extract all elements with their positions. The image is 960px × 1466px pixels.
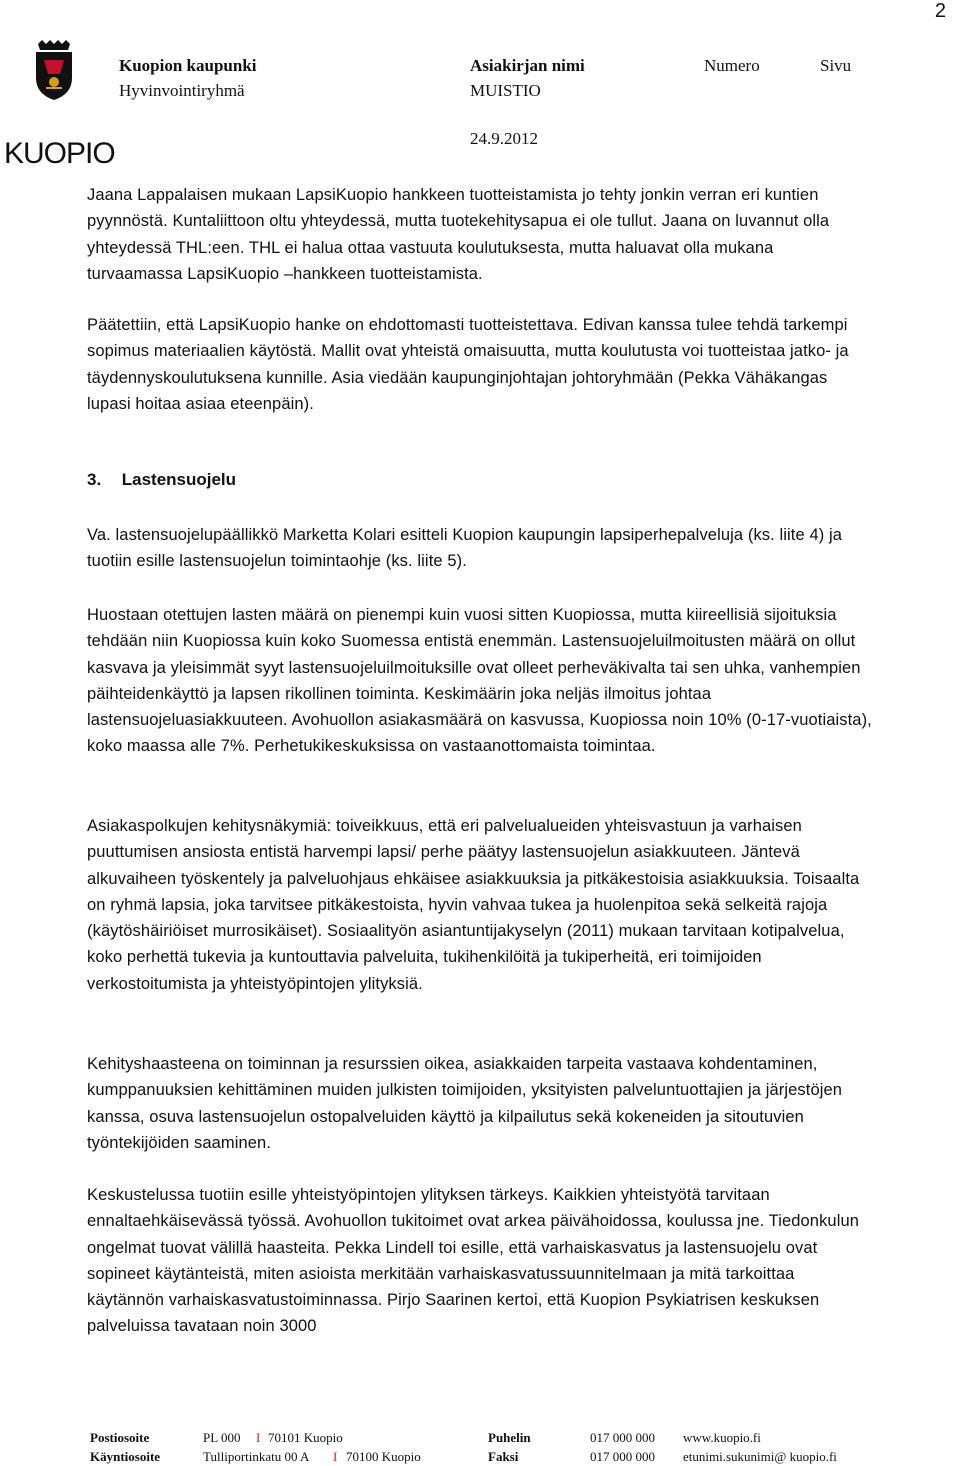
doc-name-label: Asiakirjan nimi (470, 56, 585, 75)
doc-type: MUISTIO (470, 81, 541, 100)
postal-code: 70101 Kuopio (268, 1430, 343, 1445)
paragraph-presentation: Va. lastensuojelupäällikkö Marketta Kolari esitteli Kuopion kaupungin lapsiperhepalveluja (ks. liite 4) ja tuotiin esille lastensuojelun toimintaohje (ks. liite 5). (87, 526, 843, 571)
footer-row-postal (90, 1428, 870, 1447)
doc-date: 24.9.2012 (470, 129, 538, 148)
section-title: Lastensuojelu (121, 470, 237, 489)
paragraph-decision: Päätettiin, että LapsiKuopio hanke on ehdottomasti tuotteistettava. Edivan kanssa tulee tehdä tarkempi sopimus materiaalien käytöstä. Mallit ovat yhteistä omaisuutta, mutta koulutusta voi tuotteistaa jatko- ja täydennyskoulutuksena kunnille. Asia viedään kaupunginjohtajan johtoryhmään (Pekka Vähäkangas lupasi hoitaa asiaa eteenpäin). (87, 316, 849, 413)
kuopio-logo (4, 40, 115, 170)
fax-value: 017 000 000 (590, 1449, 655, 1464)
paragraph-development: Asiakaspolkujen kehitysnäkymiä: toiveikkuus, että eri palvelualueiden yhteisvastuun ja varhaisen puuttumisen ansiosta entistä harvempi lapsi/ perhe päätyy lastensuojelun asiakkuuteen. Jäntevä alkuvaiheen työskentely ja palveluohjaus ehkäisee asiakkuuksia ja pitkäkestoisia asiakkuuksia. Toisaalta on ryhmä lapsia, joka tarvitsee pitkäkestoista, hyvin vahvaa tukea ja huolenpitoa sekä selkeitä rajoja (käytöshäiriöiset murrosikäiset). Sosiaalityön asiantuntijakyselyn (2011) mukaan tarvitaan kotipalvelua, koko perhettä tukevia ja kuntouttavia palveluita, tukihenkilöitä ja tukiperheitä, eri toimijoiden verkostoitumista ja yhteistyöpintojen ylityksiä. (87, 817, 860, 993)
number-label: Numero (704, 56, 760, 75)
email-link[interactable]: etunimi.sukunimi@ kuopio.fi (683, 1449, 837, 1464)
org-unit: Hyvinvointiryhmä (119, 81, 245, 100)
postal-box: PL 000 (203, 1430, 241, 1445)
phone-label: Puhelin (488, 1430, 531, 1445)
section-heading (87, 470, 236, 490)
org-name: Kuopion kaupunki (119, 56, 257, 75)
fax-label: Faksi (488, 1449, 519, 1464)
phone-value: 017 000 000 (590, 1430, 655, 1445)
visit-code: 70100 Kuopio (346, 1449, 421, 1464)
website-link[interactable]: www.kuopio.fi (683, 1430, 761, 1445)
page-label: Sivu (820, 56, 852, 75)
page-number: 2 (934, 0, 946, 22)
paragraph-discussion: Keskustelussa tuotiin esille yhteistyöpintojen ylityksen tärkeys. Kaikkien yhteistyötä tarvitaan ennaltaehkäisevässä työssä. Avohuollon tukitoimet ovat arkea päivähoidossa, koulussa jne. Tiedonkulun ongelmat tuovat välillä haasteita. Pekka Lindell toi esille, että varhaiskasvatus ja lastensuojelu ovat sopineet käytänteistä, miten asioista merkitään varhaiskasvatussuunnitelmaan ja mitä tarkoittaa käytännön varhaiskasvatustoiminnassa. Pirjo Saarinen kertoi, että Kuopion Psykiatrisen keskuksen palveluissa tavataan noin 3000 (87, 1186, 860, 1336)
footer (90, 1428, 870, 1466)
section-number: 3. (87, 470, 102, 489)
logo-wordmark: KUOPIO (4, 137, 115, 170)
visit-label: Käyntiosoite (90, 1449, 161, 1464)
postal-label: Postiosoite (90, 1430, 150, 1445)
paragraph-challenges: Kehityshaasteena on toiminnan ja resurssien oikea, asiakkaiden tarpeita vastaava kohdentaminen, kumppanuuksien kehittäminen muiden julkisten toimijoiden, yksityisten palveluntuottajien ja järjestöjen kanssa, osuva lastensuojelun ostopalveluiden käyttö ja kilpailutus sekä kokeneiden ja sitoutuvien työntekijöiden saaminen. (87, 1055, 843, 1152)
paragraph-statistics: Huostaan otettujen lasten määrä on pienempi kuin vuosi sitten Kuopiossa, mutta kiireellisiä sijoituksia tehdään niin Kuopiossa kuin koko Suomessa entistä enemmän. Lastensuojeluilmoitusten määrä on ollut kasvava ja yleisimmät syyt lastensuojeluilmoituksille ovat olleet perheväkivalta tai sen uhka, vanhempien päihteidenkäyttö ja lapsen rikollinen toiminta. Keskimäärin joka neljäs ilmoitus johtaa lastensuojeluasiakkuuteen. Avohuollon asiakasmäärä on kasvussa, Kuopiossa noin 10% (0-17-vuotiaista), koko maassa alle 7%. Perhetukikeskuksissa on vastaanottomaista toimintaa. (87, 606, 872, 756)
visit-street: Tulliportinkatu 00 A (203, 1449, 310, 1464)
separator: I (256, 1430, 261, 1445)
coat-of-arms-icon (4, 40, 104, 102)
paragraph-lapsikuopio: Jaana Lappalaisen mukaan LapsiKuopio hankkeen tuotteistamista jo tehty jonkin verran eri kuntien pyynnöstä. Kuntaliittoon oltu yhteydessä, mutta tuotekehitysapua ei ole tullut. Jaana on luvannut olla yhteydessä THL:een. THL ei halua ottaa vastuuta koulutuksesta, mutta haluavat olla mukana turvaamassa LapsiKuopio –hankkeen tuotteistamista. (87, 186, 830, 283)
separator: I (333, 1449, 338, 1464)
footer-row-visit (90, 1447, 870, 1466)
